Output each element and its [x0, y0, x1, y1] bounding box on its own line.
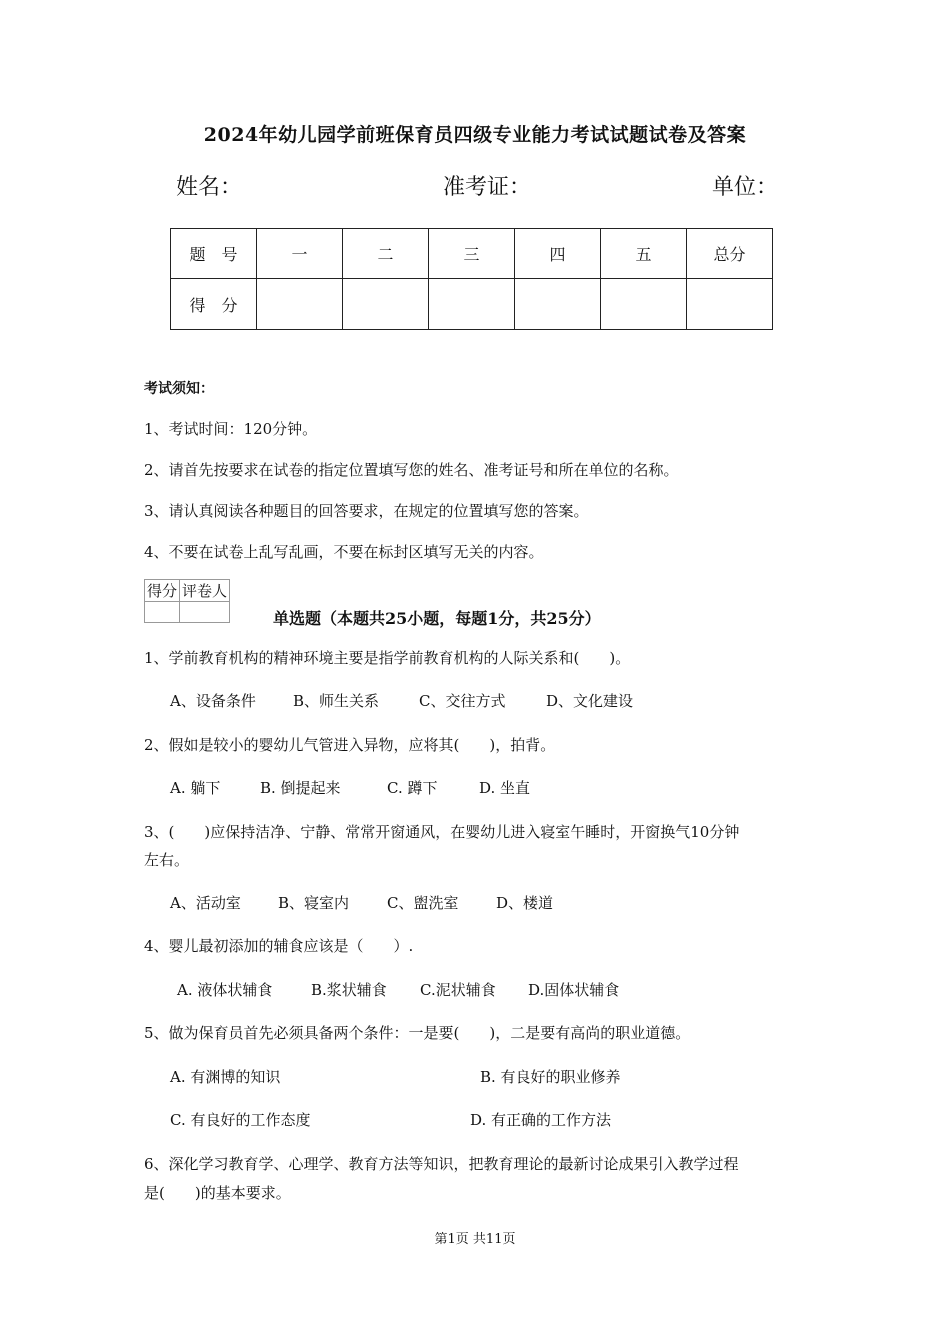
option[interactable]: D. 有正确的工作方法: [470, 1111, 612, 1129]
score-cell[interactable]: [257, 279, 343, 330]
question-text: 4、婴儿最初添加的辅食应该是（ ）.: [144, 937, 414, 955]
option[interactable]: A、活动室: [170, 894, 241, 912]
score-table: [170, 228, 773, 330]
score-header-cell: 五: [601, 229, 687, 279]
question-text-continued: 左右。: [144, 851, 190, 869]
question-text: 1、学前教育机构的精神环境主要是指学前教育机构的人际关系和( )。: [144, 649, 631, 667]
score-cell[interactable]: [343, 279, 429, 330]
option[interactable]: A. 液体状辅食: [177, 981, 273, 999]
grader-box: [144, 579, 230, 623]
notice-item: 1、考试时间：120分钟。: [144, 420, 318, 438]
option[interactable]: C.泥状辅食: [420, 981, 496, 999]
question-text: 6、深化学习教育学、心理学、教育方法等知识，把教育理论的最新讨论成果引入教学过程: [144, 1155, 739, 1173]
option[interactable]: B.浆状辅食: [311, 981, 387, 999]
grader-name-label: 评卷人: [180, 580, 230, 602]
option[interactable]: A、设备条件: [170, 692, 256, 710]
section-title: 单选题（本题共25小题，每题1分，共25分）: [273, 609, 601, 628]
score-header-cell: 二: [343, 229, 429, 279]
question-text-continued: 是( )的基本要求。: [144, 1184, 291, 1202]
notice-item: 4、不要在试卷上乱写乱画，不要在标封区填写无关的内容。: [144, 543, 544, 561]
page-footer: 第1页 共11页: [434, 1232, 516, 1247]
option[interactable]: A. 躺下: [170, 779, 221, 797]
grader-score-cell[interactable]: [145, 602, 180, 623]
option[interactable]: D、楼道: [496, 894, 554, 912]
option[interactable]: C、盥洗室: [387, 894, 459, 912]
grader-name-cell[interactable]: [180, 602, 230, 623]
option[interactable]: D、文化建设: [546, 692, 634, 710]
score-header-cell: 三: [429, 229, 515, 279]
score-table-score-row: [171, 279, 773, 330]
unit-field-label: 单位：: [712, 175, 779, 200]
score-row-label: 得 分: [171, 279, 257, 330]
page-title: 2024年幼儿园学前班保育员四级专业能力考试试题试卷及答案: [203, 124, 747, 146]
option[interactable]: A. 有渊博的知识: [170, 1068, 281, 1086]
notice-item: 3、请认真阅读各种题目的回答要求，在规定的位置填写您的答案。: [144, 502, 589, 520]
score-cell[interactable]: [515, 279, 601, 330]
option[interactable]: B、寝室内: [278, 894, 350, 912]
score-header-cell: 总分: [687, 229, 773, 279]
option[interactable]: D.固体状辅食: [528, 981, 620, 999]
notice-item: 2、请首先按要求在试卷的指定位置填写您的姓名、准考证号和所在单位的名称。: [144, 461, 679, 479]
score-cell[interactable]: [429, 279, 515, 330]
score-cell[interactable]: [601, 279, 687, 330]
exam-id-field-label: 准考证：: [443, 175, 532, 200]
name-field-label: 姓名：: [176, 175, 243, 200]
option[interactable]: C、交往方式: [419, 692, 506, 710]
score-table-header-row: [171, 229, 773, 279]
option[interactable]: B、师生关系: [293, 692, 380, 710]
grader-score-label: 得分: [145, 580, 180, 602]
score-cell[interactable]: [687, 279, 773, 330]
question-text: 5、做为保育员首先必须具备两个条件：一是要( )，二是要有高尚的职业道德。: [144, 1024, 691, 1042]
question-text: 2、假如是较小的婴幼儿气管进入异物，应将其( )，拍背。: [144, 736, 556, 754]
option[interactable]: B. 有良好的职业修养: [480, 1068, 621, 1086]
notice-heading: 考试须知：: [144, 381, 214, 397]
score-header-cell: 四: [515, 229, 601, 279]
question-text: 3、( )应保持洁净、宁静、常常开窗通风，在婴幼儿进入寝室午睡时，开窗换气10分钟: [144, 823, 740, 841]
score-header-cell: 一: [257, 229, 343, 279]
score-header-cell: 题 号: [171, 229, 257, 279]
option[interactable]: D. 坐直: [479, 779, 531, 797]
option[interactable]: B. 倒提起来: [260, 779, 341, 797]
option[interactable]: C. 蹲下: [387, 779, 438, 797]
option[interactable]: C. 有良好的工作态度: [170, 1111, 311, 1129]
